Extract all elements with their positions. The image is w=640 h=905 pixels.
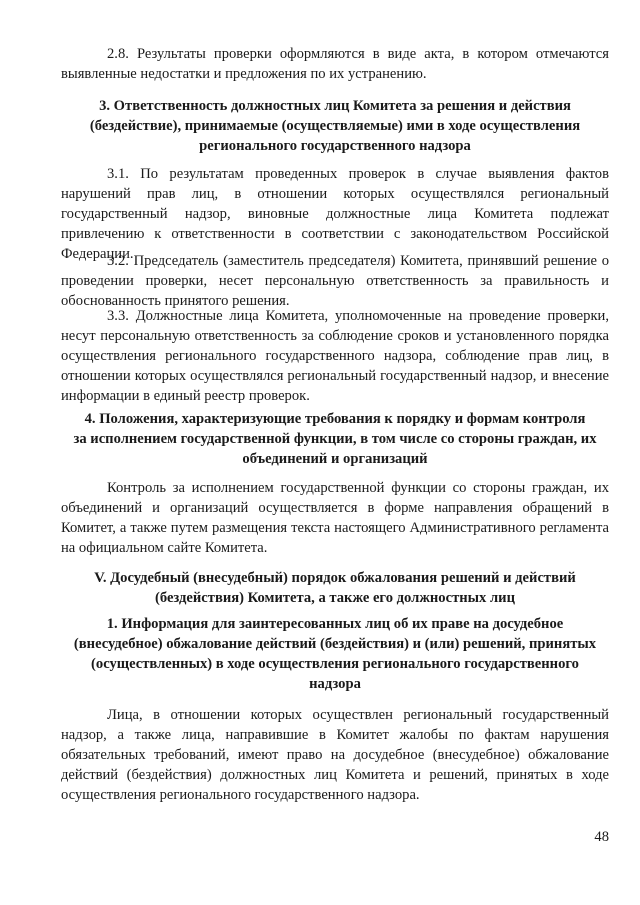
- heading-section-v: [61, 568, 609, 608]
- paragraph-section-v: Лица, в отношении которых осуществлен региональный государственный надзор, а также лица, направившие в Комитет жалобы по фактам нарушения обязательных требований, имеют право на досудебное (внесудебное) обжалование действий (бездействия) должностных лиц Комитета и решений, принятых в ходе осуществления регионального государственного надзора.: [61, 707, 609, 803]
- heading-line: 4. Положения, характеризующие требования к порядку и формам контроля: [84, 411, 586, 427]
- heading-subsection-1: [61, 614, 609, 694]
- paragraph-3-3: 3.3. Должностные лица Комитета, уполномоченные на проведение проверки, несут персональную ответственность за соблюдение сроков и установленного порядка осуществления регионального государственного надзора, соблюдение прав лиц, в отношении которых осуществлялся региональный государственный надзор, и внесение информации в единый реестр проверок.: [61, 308, 609, 404]
- heading-line: (осуществленных) в ходе осуществления регионального государственного: [91, 656, 579, 672]
- paragraph-3-2: 3.2. Председатель (заместитель председателя) Комитета, принявший решение о проведении проверки, несет персональную ответственность за правильность и обоснованность принятого решения.: [61, 253, 609, 309]
- heading-section-3: [61, 96, 609, 156]
- heading-line: (бездействие), принимаемые (осуществляемые) ими в ходе осуществления: [89, 118, 581, 134]
- heading-line: (бездействия) Комитета, а также его должностных лиц: [154, 590, 516, 606]
- heading-section-4: [61, 409, 609, 469]
- heading-line: V. Досудебный (внесудебный) порядок обжалования решений и действий: [94, 570, 576, 586]
- paragraph-section-4: Контроль за исполнением государственной функции со стороны граждан, их объединений и организаций осуществляется в форме направления обращений в Комитет, а также путем размещения текста настоящего Административного регламента на официальном сайте Комитета.: [61, 480, 609, 556]
- heading-line: регионального государственного надзора: [199, 138, 471, 154]
- heading-line: 3. Ответственность должностных лиц Комитета за решения и действия: [99, 98, 571, 114]
- heading-line: (внесудебное) обжалование действий (бездействия) и (или) решений, принятых: [73, 636, 597, 652]
- paragraph-2-8: 2.8. Результаты проверки оформляются в виде акта, в котором отмечаются выявленные недостатки и предложения по их устранению.: [61, 46, 609, 82]
- heading-line: за исполнением государственной функции, в том числе со стороны граждан, их: [73, 431, 597, 447]
- heading-line: объединений и организаций: [242, 451, 428, 467]
- heading-line: надзора: [309, 676, 361, 692]
- heading-line: 1. Информация для заинтересованных лиц об их праве на досудебное: [106, 616, 564, 632]
- paragraph-3-1: 3.1. По результатам проведенных проверок в случае выявления фактов нарушений прав лиц, в отношении которых осуществлялся региональный государственный надзор, виновные должностные лица Комитета подлежат привлечению к ответственности в соответствии с законодательством Российской Федерации.: [61, 166, 609, 262]
- page-number: 48: [594, 829, 609, 845]
